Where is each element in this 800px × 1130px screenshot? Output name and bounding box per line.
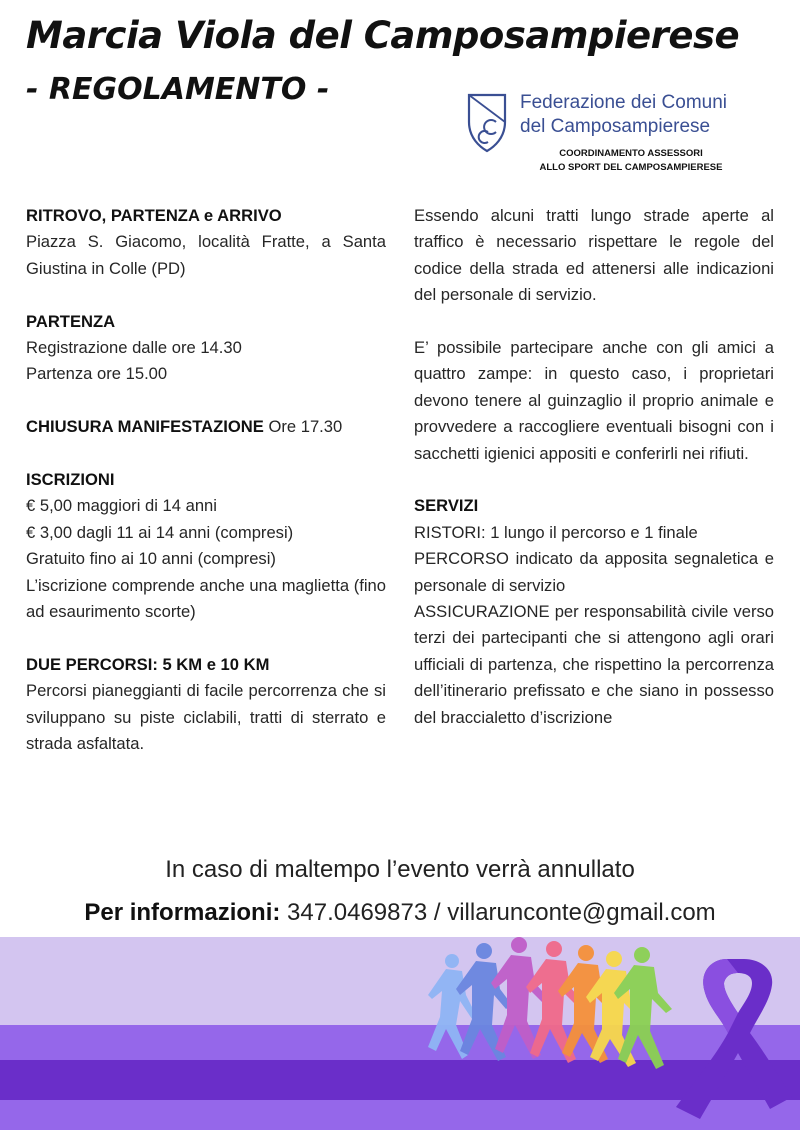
page-subtitle: - REGOLAMENTO - — [26, 72, 330, 107]
maltempo-notice: In caso di maltempo l’evento verrà annullato — [165, 856, 635, 883]
info-contact: 347.0469873 / villarunconte@gmail.com — [280, 899, 716, 926]
chiusura-heading: CHIUSURA MANIFESTAZIONE — [26, 417, 264, 437]
shield-icon — [466, 92, 508, 154]
animali-text: E’ possibile partecipare anche con gli amici a quattro zampe: in questo caso, i proprietari devono tenere al guinzaglio il proprio animale e provvedere a raccogliere eventuali bisogni con i sacchetti igienici appositi e conferirli nei rifiuti. — [414, 338, 774, 463]
federation-logo — [466, 92, 766, 182]
info-line — [0, 899, 800, 927]
chiusura-time: Ore 17.30 — [263, 417, 343, 437]
chiusura-row — [26, 414, 386, 440]
org-name-line2: del Camposampierese — [520, 116, 711, 137]
ristori-text: RISTORI: 1 lungo il percorso e 1 finale — [414, 522, 698, 542]
partenza-line-2: Partenza ore 15.00 — [26, 364, 168, 384]
iscrizioni-line-2: € 3,00 dagli 11 ai 14 anni (compresi) — [26, 522, 294, 542]
coord-line1: COORDINAMENTO ASSESSORI — [559, 148, 703, 159]
left-column — [26, 203, 386, 757]
info-label: Per informazioni: — [84, 899, 281, 926]
ritrovo-text: Piazza S. Giacomo, località Fratte, a Santa Giustina in Colle (PD) — [26, 232, 386, 278]
right-column — [414, 203, 774, 731]
iscrizioni-line-1: € 5,00 maggiori di 14 anni — [26, 496, 217, 516]
partenza-heading: PARTENZA — [26, 311, 116, 331]
servizi-heading: SERVIZI — [414, 496, 479, 516]
purple-ribbon-icon — [676, 959, 792, 1119]
runners-silhouette-icon — [428, 937, 672, 1069]
assicurazione-text: ASSICURAZIONE per responsabilità civile verso terzi dei partecipanti che si attengono agli orari ufficiali di partenza, che rispettino la percorrenza dell’itinerario prefissato e che siano in possesso del braccialetto d’iscrizione — [414, 602, 774, 727]
coord-line2: ALLO SPORT DEL CAMPOSAMPIERESE — [539, 162, 723, 173]
iscrizioni-line-3: Gratuito fino ai 10 anni (compresi) — [26, 549, 276, 569]
ritrovo-heading: RITROVO, PARTENZA e ARRIVO — [26, 206, 282, 225]
percorso-text: PERCORSO indicato da apposita segnaletica e personale di servizio — [414, 549, 774, 595]
org-name-line1: Federazione dei Comuni — [520, 92, 728, 113]
strade-text: Essendo alcuni tratti lungo strade aperte al traffico è necessario rispettare le regole del codice della strada ed attenersi alle indicazioni del personale di servizio. — [414, 206, 774, 305]
page-title: Marcia Viola del Camposampierese — [26, 14, 740, 57]
partenza-line-1: Registrazione dalle ore 14.30 — [26, 338, 242, 358]
percorsi-text: Percorsi pianeggianti di facile percorrenza che si sviluppano su piste ciclabili, tratti di sterrato e strada asfaltata. — [26, 681, 386, 754]
iscrizioni-heading: ISCRIZIONI — [26, 470, 115, 490]
iscrizioni-text: L’iscrizione comprende anche una maglietta (fino ad esaurimento scorte) — [26, 575, 386, 622]
footer-art — [0, 937, 800, 1130]
percorsi-heading: DUE PERCORSI: 5 KM e 10 KM — [26, 654, 270, 674]
